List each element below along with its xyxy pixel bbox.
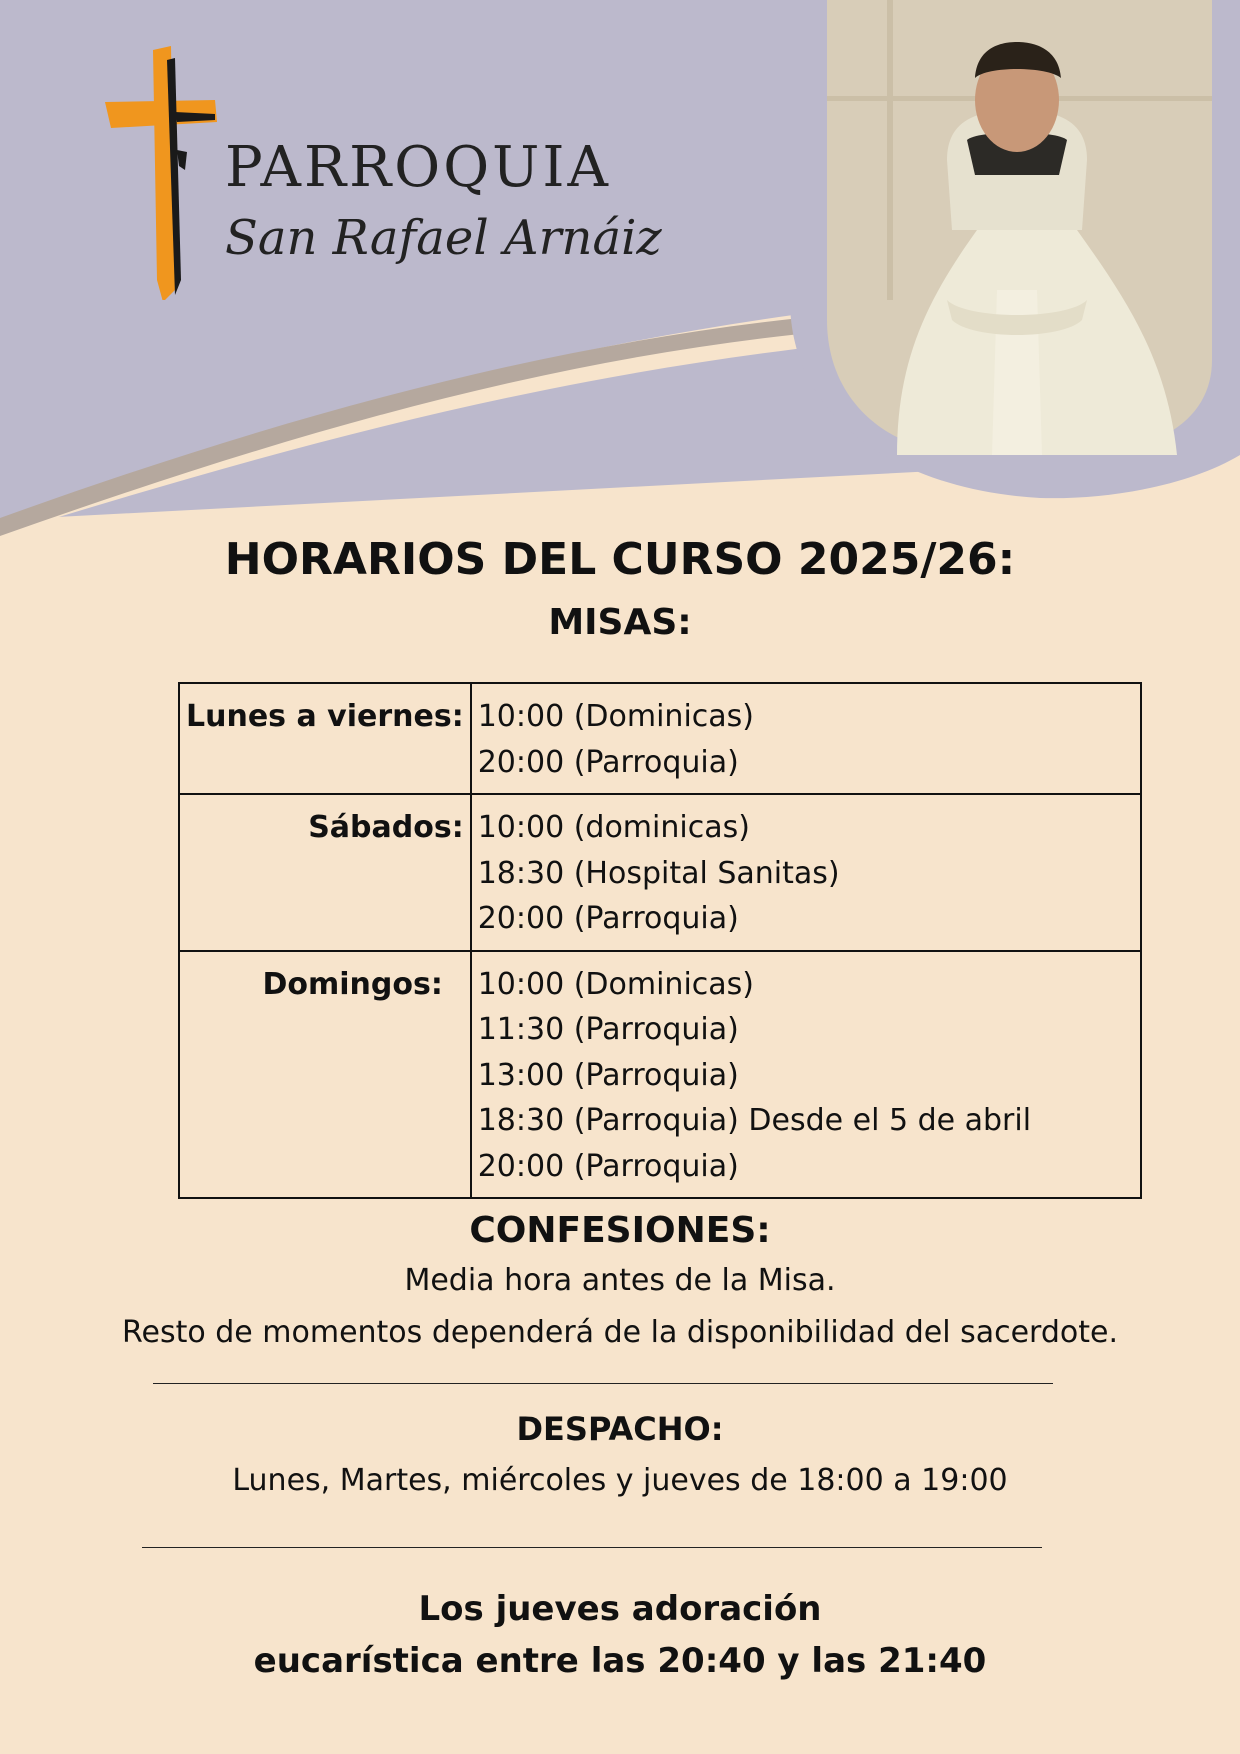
confessions-line: Resto de momentos dependerá de la disponibilidad del sacerdote. [122,1315,1118,1350]
logo-word: PARROQUIA [225,135,611,200]
saint-portrait-icon [827,0,1212,455]
mass-time: 20:00 (Parroquia) [477,901,739,936]
mass-time: 10:00 (Dominicas) [477,699,754,734]
cross-icon [105,40,245,300]
table-row [179,683,1141,794]
mass-time: 11:30 (Parroquia) [477,1012,739,1047]
office-hours: Lunes, Martes, miércoles y jueves de 18:00 a 19:00 [232,1463,1008,1498]
times-cell [471,951,1141,1199]
divider [153,1383,1053,1384]
adoration-line: eucarística entre las 20:40 y las 21:40 [253,1641,987,1681]
day-cell [179,794,471,951]
times-cell [471,794,1141,951]
mass-time: 10:00 (dominicas) [477,810,750,845]
confessions-line: Media hora antes de la Misa. [404,1263,836,1298]
day-cell [179,951,471,1199]
logo-subtitle: San Rafael Arnáiz [225,210,662,266]
mass-time: 20:00 (Parroquia) [477,744,739,780]
table-row [179,794,1141,951]
mass-time: 10:00 (Dominicas) [477,966,754,1002]
times-cell [471,683,1141,794]
office-heading: DESPACHO: [516,1410,724,1448]
masses-heading: MISAS: [548,602,692,643]
mass-time: 20:00 (Parroquia) [477,1148,739,1184]
page-title: HORARIOS DEL CURSO 2025/26: [224,534,1016,585]
parish-logo [105,40,662,300]
day-cell [179,683,471,794]
day-label: Sábados: [308,810,464,845]
adoration-line: Los jueves adoración [418,1589,822,1629]
day-label: Lunes a viernes: [186,699,464,734]
mass-time: 18:30 (Parroquia) Desde el 5 de abril [477,1103,1032,1138]
day-label: Domingos: [262,966,443,1002]
confessions-heading: CONFESIONES: [469,1210,771,1251]
mass-time: 18:30 (Hospital Sanitas) [477,855,840,891]
table-row [179,951,1141,1199]
adoration-note [0,1583,1240,1687]
mass-schedule-table [178,682,1142,1199]
mass-time: 13:00 (Parroquia) [477,1057,739,1093]
divider [142,1547,1042,1548]
